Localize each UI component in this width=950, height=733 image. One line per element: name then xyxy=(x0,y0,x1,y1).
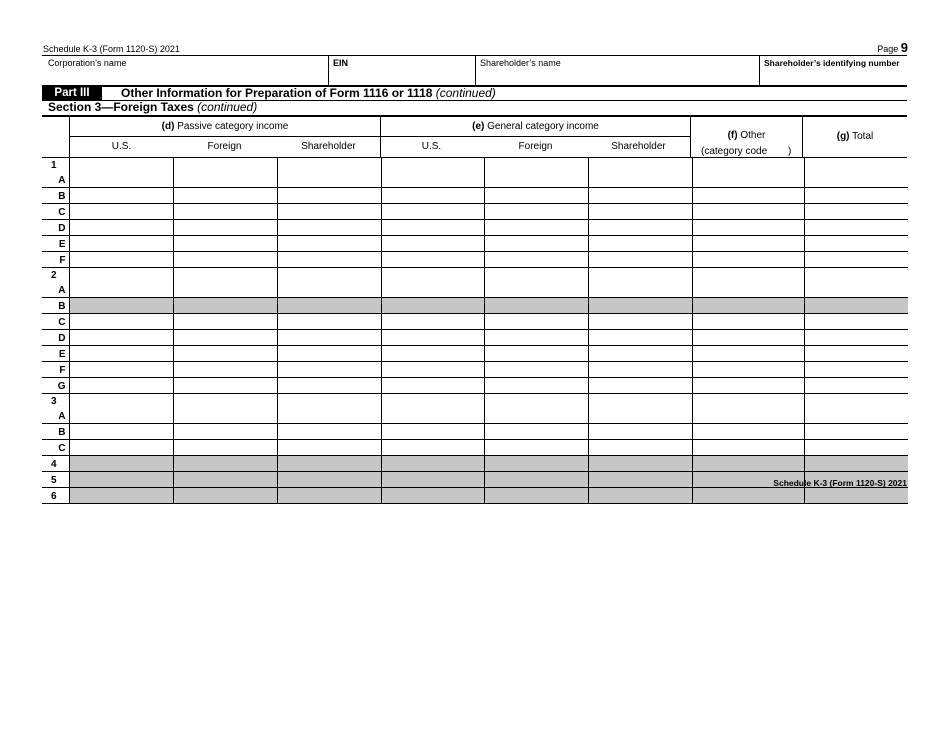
table-row xyxy=(42,394,908,424)
table-row xyxy=(42,424,908,440)
amount-cell xyxy=(484,472,588,488)
amount-cell[interactable] xyxy=(69,220,173,236)
amount-cell[interactable] xyxy=(69,330,173,346)
amount-cell[interactable] xyxy=(692,378,804,394)
row-label xyxy=(42,378,69,394)
amount-cell[interactable] xyxy=(69,378,173,394)
col-d-header xyxy=(70,121,380,132)
part-title xyxy=(121,86,496,100)
amount-cell xyxy=(381,488,484,504)
amount-cell[interactable] xyxy=(804,220,908,236)
col-f-subheader xyxy=(701,146,801,157)
amount-cell[interactable] xyxy=(173,330,277,346)
col-f-sub: (category code xyxy=(701,146,768,157)
table-row xyxy=(42,268,908,298)
amount-cell[interactable] xyxy=(277,378,381,394)
row-label xyxy=(42,158,69,188)
amount-cell[interactable] xyxy=(692,204,804,220)
amount-cell[interactable] xyxy=(804,362,908,378)
row-number: 3 xyxy=(51,396,57,407)
form-title: Schedule K-3 (Form 1120-S) 2021 xyxy=(43,44,180,54)
table-row xyxy=(42,204,908,220)
amount-cell[interactable] xyxy=(692,314,804,330)
amount-cell[interactable] xyxy=(484,220,588,236)
amount-cell[interactable] xyxy=(484,346,588,362)
amount-cell[interactable] xyxy=(173,362,277,378)
amount-cell[interactable] xyxy=(484,440,588,456)
amount-cell[interactable] xyxy=(173,236,277,252)
table-row xyxy=(42,488,908,504)
amount-cell[interactable] xyxy=(173,268,277,298)
amount-cell[interactable] xyxy=(277,220,381,236)
amount-cell[interactable] xyxy=(381,378,484,394)
amount-cell[interactable] xyxy=(804,252,908,268)
page-label: Page xyxy=(877,44,899,54)
col-g-letter: (g) xyxy=(836,131,850,142)
amount-cell[interactable] xyxy=(692,440,804,456)
amount-cell[interactable] xyxy=(588,346,692,362)
amount-cell xyxy=(277,456,381,472)
amount-cell[interactable] xyxy=(484,394,588,424)
col-f-letter: (f) xyxy=(727,130,738,141)
amount-cell[interactable] xyxy=(69,158,173,188)
amount-cell[interactable] xyxy=(484,236,588,252)
table-row xyxy=(42,188,908,204)
row-label xyxy=(42,394,69,424)
amount-cell[interactable] xyxy=(804,236,908,252)
col-f-label: Other xyxy=(740,130,766,141)
row-letter: G xyxy=(57,381,66,392)
col-g-header xyxy=(803,131,907,142)
amount-cell[interactable] xyxy=(588,424,692,440)
amount-cell xyxy=(484,298,588,314)
col-g-label: Total xyxy=(852,131,874,142)
section-title xyxy=(48,100,257,114)
amount-cell xyxy=(588,488,692,504)
table-row xyxy=(42,456,908,472)
section-title-text: Section 3—Foreign Taxes xyxy=(48,100,194,114)
amount-cell[interactable] xyxy=(173,314,277,330)
amount-cell[interactable] xyxy=(381,204,484,220)
amount-cell[interactable] xyxy=(804,268,908,298)
section-rule xyxy=(42,115,907,117)
amount-cell[interactable] xyxy=(588,440,692,456)
amount-cell xyxy=(277,472,381,488)
amount-cell[interactable] xyxy=(173,188,277,204)
amount-cell xyxy=(588,298,692,314)
amount-cell[interactable] xyxy=(381,268,484,298)
row-letter: B xyxy=(58,191,66,202)
amount-cell xyxy=(804,488,908,504)
amount-cell[interactable] xyxy=(692,236,804,252)
amount-cell[interactable] xyxy=(173,220,277,236)
corporation-name-field[interactable] xyxy=(42,68,327,84)
amount-cell[interactable] xyxy=(484,252,588,268)
row-label xyxy=(42,330,69,346)
foreign-taxes-table xyxy=(42,158,908,504)
amount-cell xyxy=(484,456,588,472)
amount-cell[interactable] xyxy=(484,330,588,346)
part-badge: Part III xyxy=(42,87,102,100)
row-letter: C xyxy=(58,317,66,328)
row-letter: B xyxy=(58,427,66,438)
amount-cell[interactable] xyxy=(69,394,173,424)
amount-cell xyxy=(588,472,692,488)
amount-cell xyxy=(692,298,804,314)
subcol-e-us: U.S. xyxy=(421,141,442,152)
amount-cell xyxy=(173,298,277,314)
amount-cell[interactable] xyxy=(381,236,484,252)
row-sublabel: A xyxy=(58,411,66,422)
amount-cell xyxy=(381,298,484,314)
amount-cell[interactable] xyxy=(277,252,381,268)
amount-cell[interactable] xyxy=(484,314,588,330)
amount-cell[interactable] xyxy=(692,252,804,268)
amount-cell[interactable] xyxy=(69,268,173,298)
part-title-suffix: (continued) xyxy=(435,86,496,100)
section-title-suffix: (continued) xyxy=(197,100,258,114)
amount-cell xyxy=(69,488,173,504)
row-label xyxy=(42,298,69,314)
amount-cell[interactable] xyxy=(277,394,381,424)
amount-cell[interactable] xyxy=(588,204,692,220)
amount-cell[interactable] xyxy=(804,204,908,220)
amount-cell[interactable] xyxy=(381,346,484,362)
amount-cell[interactable] xyxy=(173,252,277,268)
table-row xyxy=(42,378,908,394)
row-label xyxy=(42,440,69,456)
row-sublabel: A xyxy=(58,285,66,296)
col-f-header xyxy=(691,130,802,141)
subcol-d-us: U.S. xyxy=(111,141,132,152)
amount-cell xyxy=(381,456,484,472)
amount-cell[interactable] xyxy=(173,158,277,188)
row-letter: B xyxy=(58,301,66,312)
amount-cell[interactable] xyxy=(804,440,908,456)
amount-cell[interactable] xyxy=(484,268,588,298)
shareholder-name-field[interactable] xyxy=(476,68,758,84)
amount-cell[interactable] xyxy=(484,188,588,204)
row-label xyxy=(42,488,69,504)
col-d-label: Passive category income xyxy=(177,121,289,132)
row-letter: 5 xyxy=(51,475,57,486)
ein-label: EIN xyxy=(333,58,349,68)
subcol-e-shareholder: Shareholder xyxy=(611,141,666,152)
row-letter: D xyxy=(58,333,66,344)
page-number: 9 xyxy=(900,40,908,55)
row-label xyxy=(42,362,69,378)
part-title-text: Other Information for Preparation of Form 1116 or 1118 xyxy=(121,86,433,100)
amount-cell[interactable] xyxy=(588,236,692,252)
amount-cell[interactable] xyxy=(381,424,484,440)
amount-cell xyxy=(381,472,484,488)
amount-cell[interactable] xyxy=(588,362,692,378)
row-label xyxy=(42,456,69,472)
amount-cell xyxy=(277,488,381,504)
amount-cell[interactable] xyxy=(277,188,381,204)
amount-cell[interactable] xyxy=(484,204,588,220)
row-label xyxy=(42,346,69,362)
amount-cell xyxy=(588,456,692,472)
row-number: 2 xyxy=(51,270,57,281)
amount-cell[interactable] xyxy=(381,188,484,204)
amount-cell[interactable] xyxy=(277,440,381,456)
amount-cell[interactable] xyxy=(381,362,484,378)
shareholder-id-label: Shareholder’s identifying number xyxy=(764,58,900,68)
table-row xyxy=(42,440,908,456)
amount-cell[interactable] xyxy=(692,346,804,362)
amount-cell[interactable] xyxy=(588,378,692,394)
row-label xyxy=(42,314,69,330)
amount-cell[interactable] xyxy=(804,424,908,440)
amount-cell[interactable] xyxy=(173,424,277,440)
shareholder-name-label: Shareholder’s name xyxy=(480,58,561,68)
amount-cell[interactable] xyxy=(277,236,381,252)
table-row xyxy=(42,236,908,252)
amount-cell[interactable] xyxy=(588,158,692,188)
amount-cell[interactable] xyxy=(173,378,277,394)
amount-cell[interactable] xyxy=(692,362,804,378)
amount-cell xyxy=(69,298,173,314)
row-label xyxy=(42,252,69,268)
row-letter: 6 xyxy=(51,491,57,502)
amount-cell[interactable] xyxy=(804,314,908,330)
table-row xyxy=(42,362,908,378)
amount-cell xyxy=(484,488,588,504)
row-letter: D xyxy=(58,223,66,234)
amount-cell[interactable] xyxy=(588,394,692,424)
table-row xyxy=(42,346,908,362)
amount-cell[interactable] xyxy=(381,314,484,330)
amount-cell[interactable] xyxy=(588,330,692,346)
amount-cell[interactable] xyxy=(484,362,588,378)
table-row xyxy=(42,298,908,314)
ein-field[interactable] xyxy=(329,68,474,84)
amount-cell[interactable] xyxy=(692,158,804,188)
amount-cell[interactable] xyxy=(69,314,173,330)
subcol-e-foreign: Foreign xyxy=(518,141,553,152)
amount-cell xyxy=(692,456,804,472)
row-letter: C xyxy=(58,443,66,454)
amount-cell[interactable] xyxy=(381,440,484,456)
amount-cell[interactable] xyxy=(69,346,173,362)
amount-cell xyxy=(69,472,173,488)
amount-cell[interactable] xyxy=(69,424,173,440)
amount-cell[interactable] xyxy=(804,188,908,204)
table-row xyxy=(42,314,908,330)
page-indicator xyxy=(877,40,908,55)
col-e-letter: (e) xyxy=(472,121,485,132)
subcol-d-foreign: Foreign xyxy=(207,141,242,152)
amount-cell[interactable] xyxy=(588,188,692,204)
col-e-label: General category income xyxy=(487,121,599,132)
amount-cell xyxy=(69,456,173,472)
amount-cell[interactable] xyxy=(277,346,381,362)
amount-cell[interactable] xyxy=(69,188,173,204)
amount-cell[interactable] xyxy=(381,394,484,424)
table-row xyxy=(42,330,908,346)
corporation-name-label: Corporation’s name xyxy=(48,58,127,68)
row-label xyxy=(42,204,69,220)
row-letter: F xyxy=(59,365,66,376)
table-row xyxy=(42,252,908,268)
amount-cell[interactable] xyxy=(484,424,588,440)
row-letter: 4 xyxy=(51,459,57,470)
amount-cell[interactable] xyxy=(692,330,804,346)
shareholder-id-field[interactable] xyxy=(760,68,907,84)
amount-cell[interactable] xyxy=(173,346,277,362)
subcol-d-shareholder: Shareholder xyxy=(301,141,356,152)
row-label xyxy=(42,220,69,236)
amount-cell[interactable] xyxy=(277,314,381,330)
row-sublabel: A xyxy=(58,175,66,186)
amount-cell[interactable] xyxy=(277,268,381,298)
amount-cell[interactable] xyxy=(588,268,692,298)
amount-cell[interactable] xyxy=(692,220,804,236)
row-number: 1 xyxy=(51,160,57,171)
amount-cell[interactable] xyxy=(692,268,804,298)
amount-cell[interactable] xyxy=(173,394,277,424)
amount-cell[interactable] xyxy=(69,440,173,456)
amount-cell[interactable] xyxy=(804,158,908,188)
amount-cell[interactable] xyxy=(277,362,381,378)
amount-cell[interactable] xyxy=(588,314,692,330)
amount-cell xyxy=(173,472,277,488)
row-letter: E xyxy=(58,349,66,360)
col-subheader-rule xyxy=(69,136,690,137)
amount-cell[interactable] xyxy=(692,424,804,440)
amount-cell xyxy=(173,456,277,472)
amount-cell[interactable] xyxy=(69,362,173,378)
amount-cell xyxy=(804,456,908,472)
amount-cell[interactable] xyxy=(381,220,484,236)
amount-cell[interactable] xyxy=(484,158,588,188)
table-row xyxy=(42,220,908,236)
row-label xyxy=(42,424,69,440)
row-label xyxy=(42,236,69,252)
footer-form-title: Schedule K-3 (Form 1120-S) 2021 xyxy=(773,478,907,488)
amount-cell[interactable] xyxy=(277,424,381,440)
amount-cell[interactable] xyxy=(804,330,908,346)
amount-cell[interactable] xyxy=(277,330,381,346)
amount-cell xyxy=(692,488,804,504)
amount-cell[interactable] xyxy=(588,220,692,236)
amount-cell[interactable] xyxy=(277,204,381,220)
amount-cell[interactable] xyxy=(173,204,277,220)
amount-cell[interactable] xyxy=(588,252,692,268)
amount-cell xyxy=(277,298,381,314)
row-letter: E xyxy=(58,239,66,250)
row-label xyxy=(42,472,69,488)
amount-cell[interactable] xyxy=(804,346,908,362)
row-letter: F xyxy=(59,255,66,266)
amount-cell[interactable] xyxy=(804,378,908,394)
amount-cell[interactable] xyxy=(381,330,484,346)
amount-cell xyxy=(173,488,277,504)
row-label xyxy=(42,268,69,298)
amount-cell[interactable] xyxy=(69,236,173,252)
table-row xyxy=(42,158,908,188)
amount-cell[interactable] xyxy=(692,394,804,424)
amount-cell[interactable] xyxy=(277,158,381,188)
amount-cell[interactable] xyxy=(484,378,588,394)
col-d-letter: (d) xyxy=(161,121,175,132)
amount-cell[interactable] xyxy=(69,252,173,268)
amount-cell[interactable] xyxy=(381,158,484,188)
col-e-header xyxy=(381,121,690,132)
amount-cell[interactable] xyxy=(804,394,908,424)
amount-cell xyxy=(804,298,908,314)
row-label xyxy=(42,188,69,204)
row-letter: C xyxy=(58,207,66,218)
amount-cell[interactable] xyxy=(381,252,484,268)
col-f-close: ) xyxy=(787,146,792,157)
amount-cell[interactable] xyxy=(692,188,804,204)
amount-cell[interactable] xyxy=(69,204,173,220)
amount-cell[interactable] xyxy=(173,440,277,456)
